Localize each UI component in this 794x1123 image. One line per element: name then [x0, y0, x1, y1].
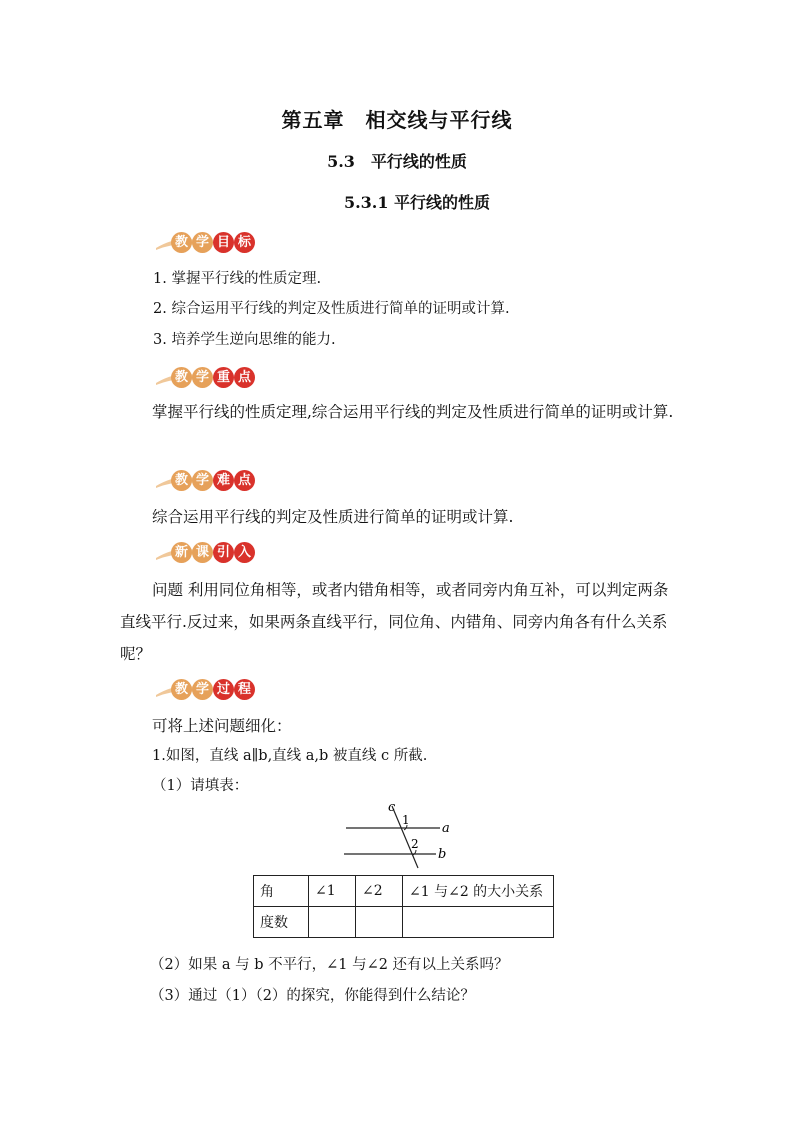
question-2: （2）如果 a 与 b 不平行，∠1 与∠2 还有以上关系吗？: [150, 957, 509, 973]
subsection-title: 5.3.1 平行线的性质: [343, 193, 491, 212]
badge-char: 点: [234, 470, 255, 491]
badge-char: 重: [213, 367, 234, 388]
table-cell: ∠2: [356, 876, 403, 907]
process-text: 可将上述问题细化：: [152, 717, 292, 735]
chapter-title: 第五章 相交线与平行线: [281, 108, 513, 132]
table-cell: 角: [254, 876, 309, 907]
badge-char: 学: [192, 367, 213, 388]
table-cell: 度数: [254, 907, 309, 938]
table-row: [254, 876, 554, 907]
intro-text: 问题 利用同位角相等，或者内错角相等，或者同旁内角互补，可以判定两条直线平行.反过来，如果两条直线平行，同位角、内错角、同旁内角各有什么关系呢？: [120, 581, 669, 663]
label-angle2: 2: [411, 837, 419, 851]
badge-char: 引: [213, 542, 234, 563]
question-3: （3）通过（1）（2）的探究，你能得到什么结论？: [150, 988, 475, 1004]
process-text: 1.如图，直线 a∥b,直线 a,b 被直线 c 所截.: [152, 748, 428, 764]
label-a: a: [442, 821, 450, 836]
table-cell: [356, 907, 403, 938]
badge-char: 目: [213, 232, 234, 253]
key-point-text: 掌握平行线的性质定理,综合运用平行线的判定及性质进行简单的证明或计算.: [152, 403, 674, 421]
difficulty-text: 综合运用平行线的判定及性质进行简单的证明或计算.: [152, 508, 514, 526]
badge-char: 教: [171, 367, 192, 388]
label-c: c: [388, 800, 396, 815]
goal-item: 2. 综合运用平行线的判定及性质进行简单的证明或计算.: [153, 301, 510, 317]
table-cell: ∠1 与∠2 的大小关系: [403, 876, 554, 907]
goal-item: 3. 培养学生逆向思维的能力.: [153, 332, 336, 348]
goal-item: 1. 掌握平行线的性质定理.: [153, 271, 322, 287]
process-text: （1）请填表：: [152, 778, 249, 794]
badge-char: 过: [213, 679, 234, 700]
fill-in-table: [253, 875, 554, 938]
goals-badge: [156, 230, 256, 254]
badge-char: 标: [234, 232, 255, 253]
badge-char: 学: [192, 470, 213, 491]
badge-char: 程: [234, 679, 255, 700]
parallel-lines-figure: [330, 800, 460, 870]
badge-char: 难: [213, 470, 234, 491]
intro-badge: [156, 540, 256, 564]
difficulty-badge: [156, 468, 256, 492]
badge-char: 课: [192, 542, 213, 563]
badge-char: 教: [171, 679, 192, 700]
label-angle1: 1: [402, 813, 410, 827]
badge-char: 点: [234, 367, 255, 388]
key-badge: [156, 365, 256, 389]
badge-char: 教: [171, 470, 192, 491]
badge-char: 学: [192, 232, 213, 253]
badge-char: 新: [171, 542, 192, 563]
table-row: [254, 907, 554, 938]
table-cell: ∠1: [309, 876, 356, 907]
badge-char: 教: [171, 232, 192, 253]
table-cell: [403, 907, 554, 938]
badge-char: 学: [192, 679, 213, 700]
section-title: 5.3 平行线的性质: [327, 152, 467, 171]
badge-char: 入: [234, 542, 255, 563]
table-cell: [309, 907, 356, 938]
process-badge: [156, 677, 256, 701]
label-b: b: [438, 847, 447, 862]
